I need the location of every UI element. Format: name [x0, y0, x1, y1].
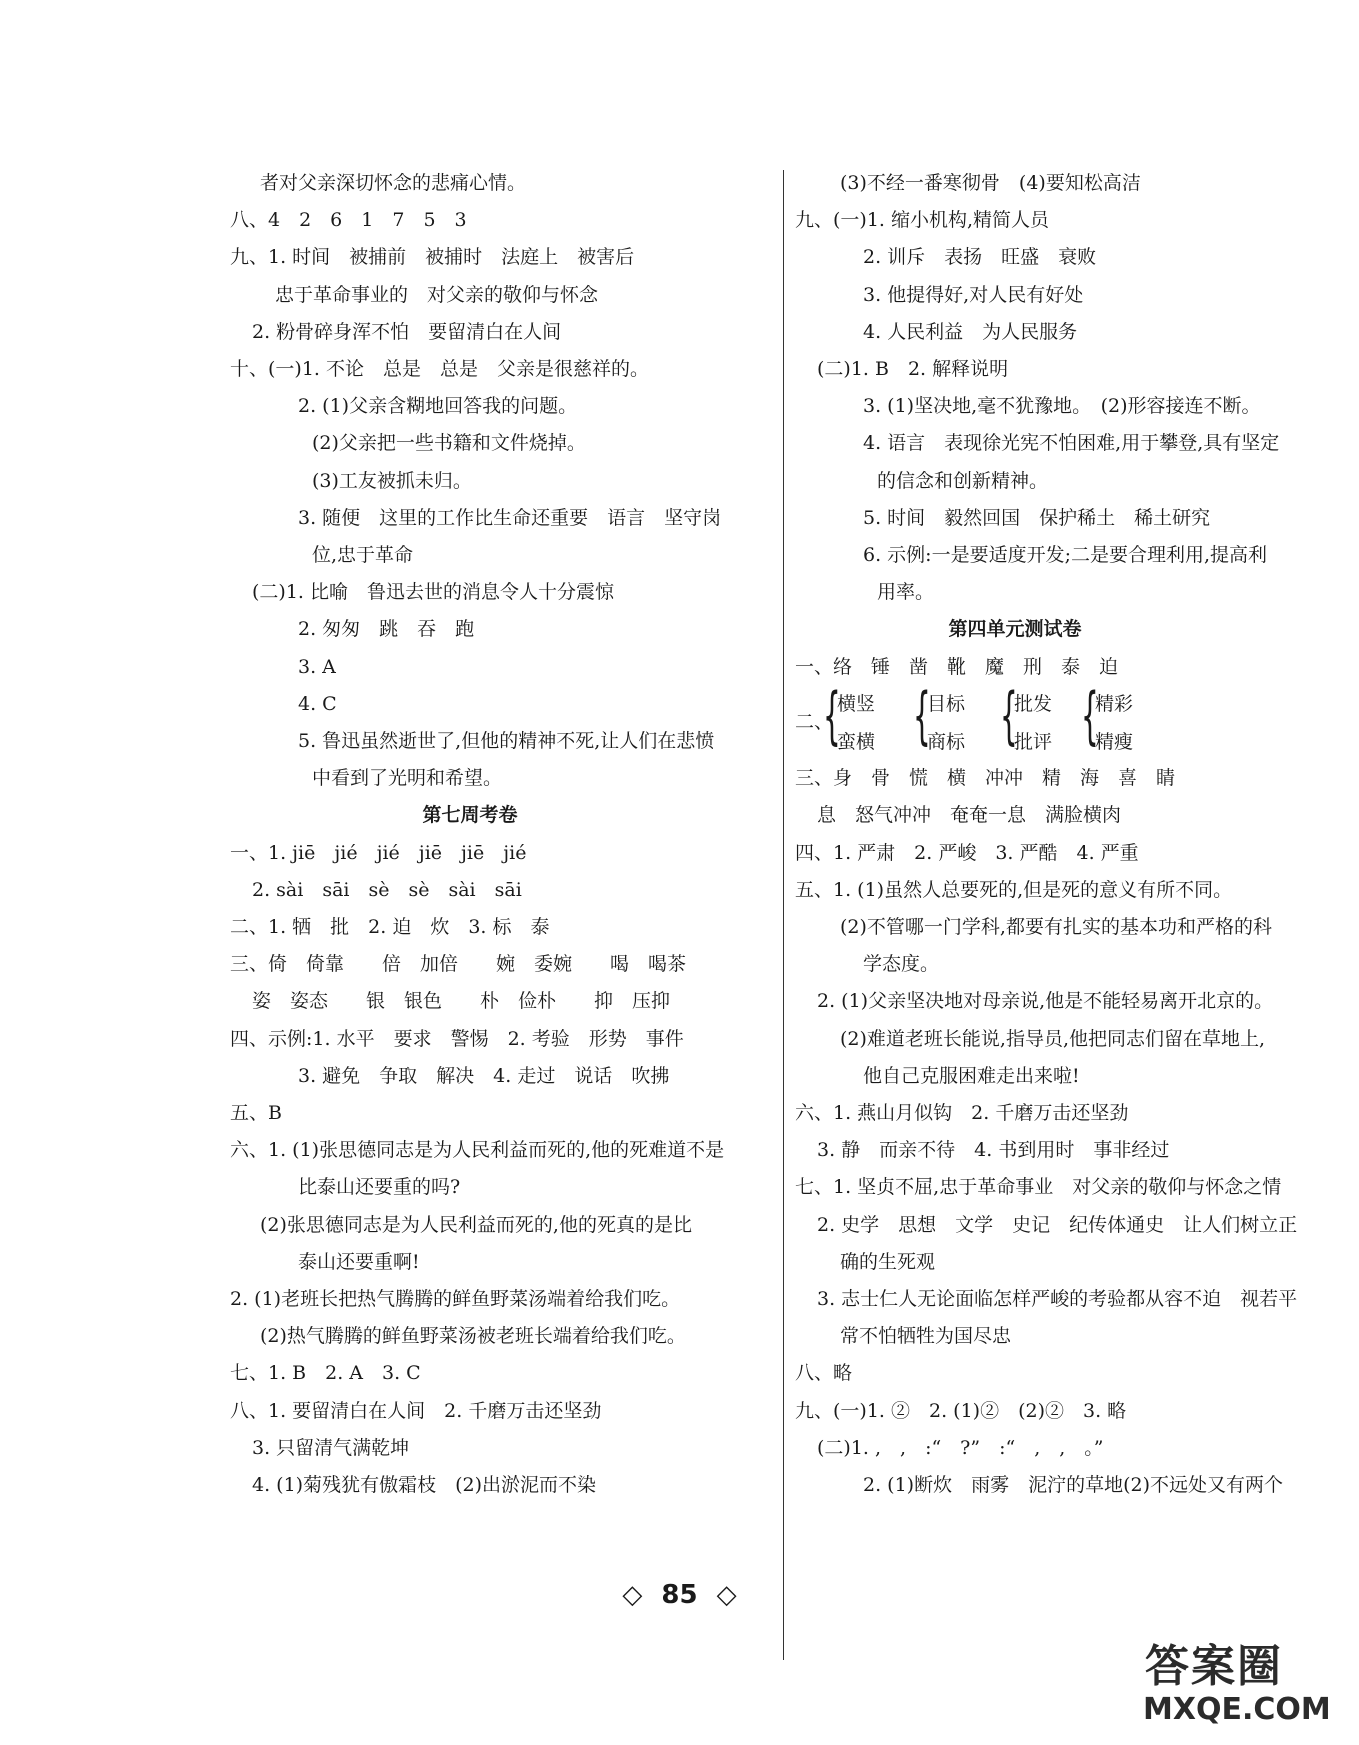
- answer-line: 泰山还要重啊!: [298, 1250, 420, 1273]
- brace-top-word: 精彩: [1095, 692, 1134, 715]
- answer-line: 学态度。: [863, 953, 940, 976]
- answer-line: 八、略: [795, 1362, 853, 1385]
- answer-line: 3. 他提得好,对人民有好处: [863, 283, 1084, 306]
- answer-line: (2)父亲把一些书籍和文件烧掉。: [312, 432, 586, 455]
- answer-line: 4. C: [298, 692, 337, 715]
- answer-line: 五、1. (1)虽然人总要死的,但是死的意义有所不同。: [795, 878, 1233, 901]
- column-divider: [783, 170, 784, 1660]
- watermark-logo: [1137, 1630, 1347, 1740]
- answer-line: (3)工友被抓未归。: [312, 469, 472, 492]
- answer-line: 姿 姿态 银 银色 朴 俭朴 抑 压抑: [252, 990, 671, 1013]
- answer-line: 4. (1)菊残犹有傲霜枝 (2)出淤泥而不染: [252, 1474, 596, 1496]
- answer-line: 九、(一)1. 缩小机构,精简人员: [795, 209, 1050, 232]
- answer-line: (3)不经一番寒彻骨 (4)要知松高洁: [840, 172, 1141, 194]
- answer-line: 2. 史学 思想 文学 史记 纪传体通史 让人们树立正: [817, 1213, 1298, 1236]
- answer-line: 十、(一)1. 不论 总是 总是 父亲是很慈祥的。: [230, 358, 649, 380]
- answer-line: 3. 避免 争取 解决 4. 走过 说话 吹拂: [298, 1064, 670, 1087]
- answer-line: 的信念和创新精神。: [877, 469, 1049, 492]
- answer-line: 3. 志士仁人无论面临怎样严峻的考验都从容不迫 视若平: [817, 1288, 1298, 1310]
- answer-line: 三、身 骨 慌 横 冲冲 精 海 喜 睛: [795, 767, 1176, 790]
- answer-line: 5. 鲁迅虽然逝世了,但他的精神不死,让人们在悲愤: [298, 730, 715, 752]
- brace-row-label: 二、: [795, 710, 834, 733]
- answer-line: 一、络 锤 凿 靴 魔 刑 泰 迫: [795, 655, 1119, 678]
- section-title: 第七周考卷: [422, 804, 518, 827]
- diamond-icon: ◇: [622, 1580, 643, 1610]
- page-number: 85: [661, 1580, 698, 1610]
- answer-line: 者对父亲深切怀念的悲痛心情。: [260, 172, 527, 194]
- answer-line: 2. (1)父亲含糊地回答我的问题。: [298, 395, 578, 418]
- answer-line: 2. sài sāi sè sè sài sāi: [252, 878, 522, 901]
- answer-line: 六、1. 燕山月似钩 2. 千磨万击还坚劲: [795, 1102, 1129, 1124]
- answer-line: (2)张思德同志是为人民利益而死的,他的死真的是比: [260, 1213, 692, 1236]
- answer-line: (二)1. , , :“ ?” :“ , , 。”: [817, 1436, 1104, 1459]
- answer-line: 2. (1)断炊 雨雾 泥泞的草地(2)不远处又有两个: [863, 1474, 1283, 1496]
- answer-line: 位,忠于革命: [312, 544, 414, 566]
- answer-line: 2. (1)老班长把热气腾腾的鲜鱼野菜汤端着给我们吃。: [230, 1288, 681, 1310]
- answer-line: (二)1. B 2. 解释说明: [817, 358, 1009, 380]
- brace-icon: {: [913, 678, 931, 752]
- answer-line: (二)1. 比喻 鲁迅去世的消息令人十分震惊: [252, 581, 614, 604]
- answer-line: 七、1. B 2. A 3. C: [230, 1362, 421, 1385]
- answer-line: 六、1. (1)张思德同志是为人民利益而死的,他的死难道不是: [230, 1139, 725, 1162]
- brace-top-word: 批发: [1014, 692, 1053, 715]
- answer-line: 用率。: [877, 581, 935, 604]
- answer-line: (2)不管哪一门学科,都要有扎实的基本功和严格的科: [840, 916, 1272, 938]
- answer-line: 确的生死观: [840, 1250, 936, 1273]
- watermark-url: MXQE.COM: [1143, 1692, 1331, 1727]
- answer-line: 中看到了光明和希望。: [312, 767, 503, 790]
- diamond-icon: ◇: [716, 1580, 737, 1610]
- answer-line: 3. 静 而亲不待 4. 书到用时 事非经过: [817, 1139, 1170, 1162]
- answer-line: 五、B: [230, 1102, 282, 1124]
- answer-line: 比泰山还要重的吗?: [298, 1176, 461, 1199]
- answer-line: 2. 粉骨碎身浑不怕 要留清白在人间: [252, 320, 562, 343]
- answer-line: 八、1. 要留清白在人间 2. 千磨万击还坚劲: [230, 1399, 602, 1422]
- answer-line: 三、倚 倚靠 倍 加倍 婉 委婉 喝 喝茶: [230, 953, 687, 976]
- brace-bottom-word: 商标: [927, 730, 966, 753]
- answer-line: 四、示例:1. 水平 要求 警惕 2. 考验 形势 事件: [230, 1027, 684, 1050]
- answer-line: 他自己克服困难走出来啦!: [863, 1064, 1080, 1087]
- answer-line: 七、1. 坚贞不屈,忠于革命事业 对父亲的敬仰与怀念之情: [795, 1176, 1282, 1199]
- answer-line: (2)难道老班长能说,指导员,他把同志们留在草地上,: [840, 1027, 1266, 1050]
- answer-line: 2. (1)父亲坚决地对母亲说,他是不能轻易离开北京的。: [817, 990, 1274, 1013]
- answer-line: 忠于革命事业的 对父亲的敬仰与怀念: [275, 283, 599, 306]
- brace-top-word: 横竖: [837, 692, 876, 715]
- answer-line: 九、1. 时间 被捕前 被捕时 法庭上 被害后: [230, 246, 635, 269]
- answer-line: 5. 时间 毅然回国 保护稀土 稀土研究: [863, 506, 1211, 529]
- brace-bottom-word: 批评: [1014, 730, 1053, 753]
- brace-bottom-word: 蛮横: [837, 730, 876, 753]
- answer-line: 九、(一)1. ② 2. (1)② (2)② 3. 略: [795, 1399, 1127, 1422]
- answer-line: 四、1. 严肃 2. 严峻 3. 严酷 4. 严重: [795, 841, 1139, 864]
- answer-line: 八、4 2 6 1 7 5 3: [230, 209, 467, 232]
- answer-line: 一、1. jiē jié jié jiē jiē jié: [230, 841, 527, 864]
- answer-line: 4. 人民利益 为人民服务: [863, 320, 1078, 343]
- answer-line: 3. 只留清气满乾坤: [252, 1436, 410, 1459]
- brace-icon: {: [1000, 678, 1018, 752]
- answer-line: 3. (1)坚决地,毫不犹豫地。 (2)形容接连不断。: [863, 395, 1261, 418]
- answer-line: 6. 示例:一是要适度开发;二是要合理利用,提高利: [863, 544, 1268, 566]
- section-title: 第四单元测试卷: [948, 618, 1082, 641]
- answer-line: 3. A: [298, 655, 336, 678]
- watermark-text: 答案圈: [1145, 1641, 1283, 1692]
- page-footer: [0, 1580, 1359, 1610]
- brace-icon: {: [1081, 678, 1099, 752]
- answer-line: 二、1. 牺 批 2. 迫 炊 3. 标 泰: [230, 916, 550, 938]
- brace-top-word: 目标: [927, 692, 966, 715]
- brace-bottom-word: 精瘦: [1095, 730, 1134, 753]
- answer-line: 3. 随便 这里的工作比生命还重要 语言 坚守岗: [298, 506, 722, 529]
- answer-line: 4. 语言 表现徐光宪不怕困难,用于攀登,具有坚定: [863, 432, 1280, 455]
- answer-line: (2)热气腾腾的鲜鱼野菜汤被老班长端着给我们吃。: [260, 1325, 686, 1348]
- brace-icon: {: [823, 678, 841, 752]
- answer-line: 2. 匆匆 跳 吞 跑: [298, 618, 475, 641]
- answer-line: 息 怒气冲冲 奄奄一息 满脸横肉: [817, 804, 1122, 827]
- answer-line: 常不怕牺牲为国尽忠: [840, 1325, 1012, 1348]
- answer-line: 2. 训斥 表扬 旺盛 衰败: [863, 246, 1097, 269]
